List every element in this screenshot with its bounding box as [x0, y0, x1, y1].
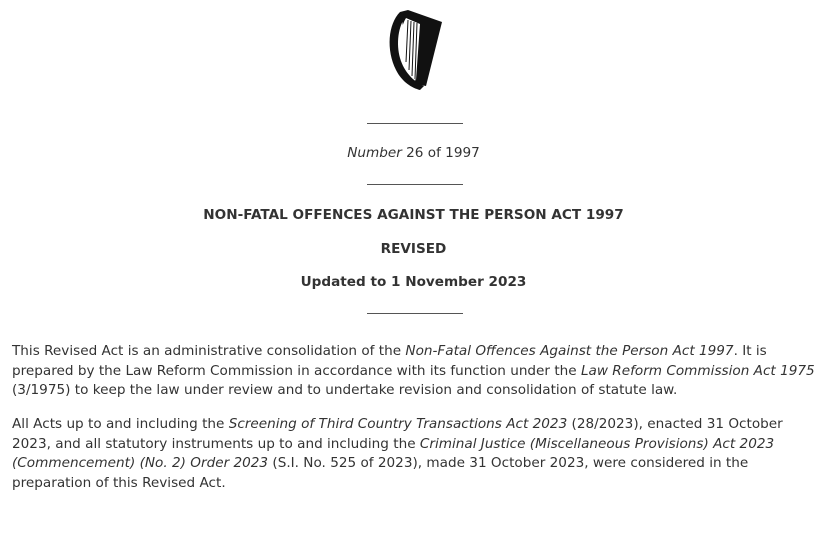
harp-emblem-icon [386, 10, 444, 90]
intro-paragraph [12, 342, 817, 401]
consideration-paragraph [12, 415, 817, 493]
divider-bottom [367, 313, 463, 314]
divider-top [367, 123, 463, 124]
p2-text-1: All Acts up to and including the [12, 416, 229, 432]
act-number [0, 144, 827, 162]
updated-label: Updated to 1 November 2023 [300, 274, 527, 290]
p1-act-name: Non-Fatal Offences Against the Person Act 1997 [405, 343, 734, 359]
divider-middle [367, 184, 463, 185]
number-value: 26 of 1997 [406, 145, 480, 161]
p2-text-3: (S.I. No. 525 of 2023), made 31 October 2023, were considered in the preparation of this Revised Act. [12, 455, 749, 491]
p1-text-3: (3/1975) to keep the law under review and to undertake revision and consolidation of statute law. [12, 382, 678, 398]
p1-text-2: . It is prepared by the Law Reform Commission in accordance with its function under the [12, 343, 767, 379]
p2-commencement-order: Criminal Justice (Miscellaneous Provisions) Act 2023 (Commencement) (No. 2) Order 2023 [12, 435, 775, 471]
revised-label: REVISED [380, 241, 447, 257]
act-title: NON-FATAL OFFENCES AGAINST THE PERSON ACT 1997 [203, 207, 624, 223]
p1-commission-act: Law Reform Commission Act 1975 [580, 362, 815, 379]
p2-text-2: (28/2023), enacted 31 October 2023, and all statutory instruments up to and including the [12, 416, 783, 452]
p1-text-1: This Revised Act is an administrative consolidation of the [12, 343, 406, 359]
p2-screening-act: Screening of Third Country Transactions Act 2023 [228, 416, 568, 432]
number-label: Number [347, 145, 402, 161]
